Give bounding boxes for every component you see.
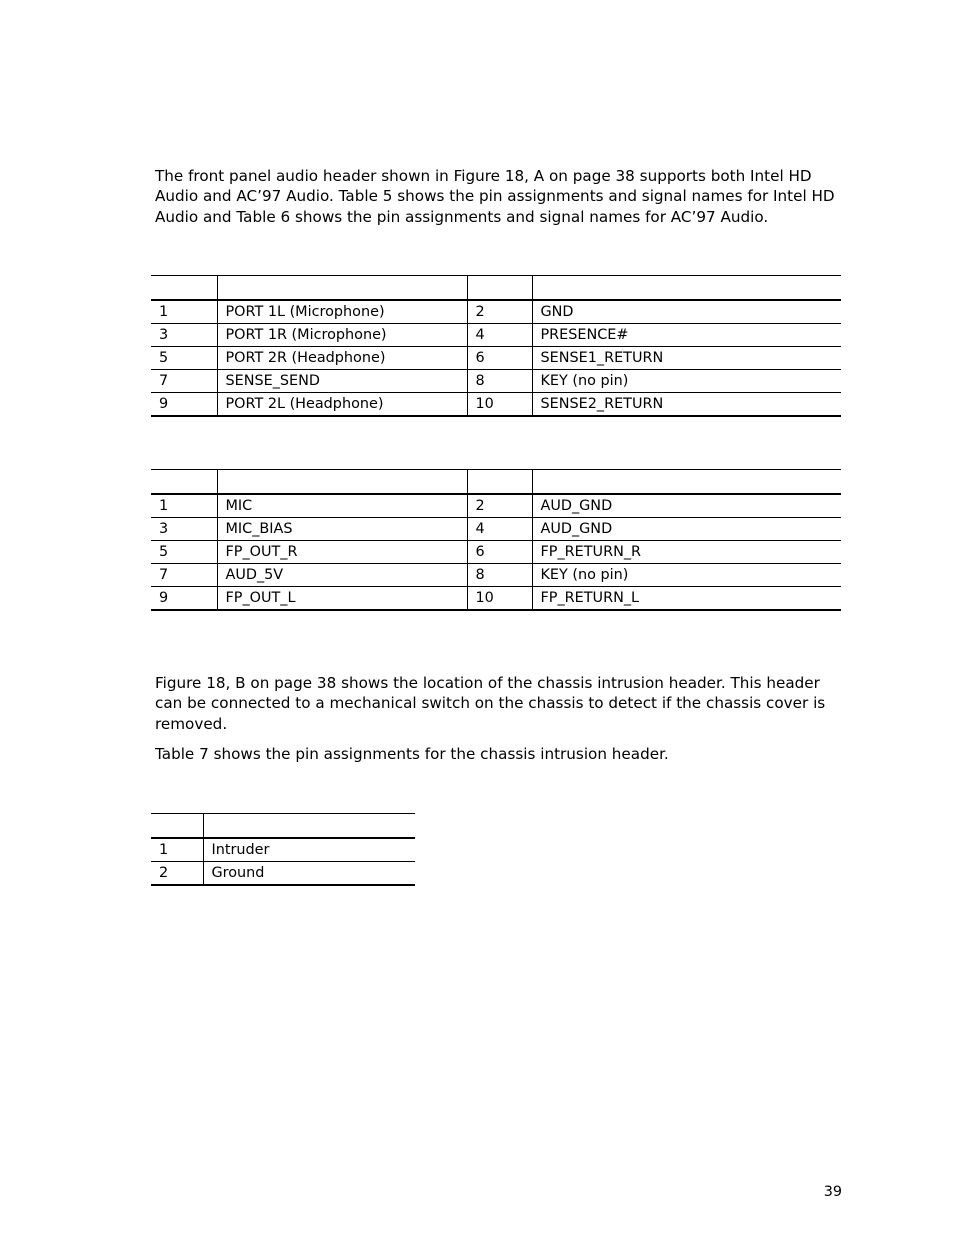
pin-number: 6 — [467, 347, 532, 370]
pin-number: 9 — [151, 587, 217, 611]
signal-name: AUD_GND — [532, 518, 841, 541]
signal-name: FP_RETURN_R — [532, 541, 841, 564]
signal-name: Intruder — [203, 838, 415, 862]
pin-number: 2 — [467, 300, 532, 324]
table-row — [151, 518, 841, 541]
pin-number: 7 — [151, 370, 217, 393]
signal-name: MIC — [217, 494, 467, 518]
signal-name: PORT 1R (Microphone) — [217, 324, 467, 347]
signal-name: FP_OUT_R — [217, 541, 467, 564]
chassis-intrusion-pin-table — [151, 813, 415, 886]
pin-number: 9 — [151, 393, 217, 417]
table-row — [151, 370, 841, 393]
table-row — [151, 862, 415, 886]
signal-name: AUD_5V — [217, 564, 467, 587]
signal-name: KEY (no pin) — [532, 564, 841, 587]
table-row — [151, 564, 841, 587]
signal-name: AUD_GND — [532, 494, 841, 518]
pin-number: 6 — [467, 541, 532, 564]
signal-name: PORT 1L (Microphone) — [217, 300, 467, 324]
table-row — [151, 347, 841, 370]
table-row — [151, 587, 841, 611]
table-row — [151, 393, 841, 417]
pin-number: 1 — [151, 300, 217, 324]
pin-number: 1 — [151, 838, 203, 862]
chassis-table-reference-paragraph: Table 7 shows the pin assignments for the chassis intrusion header. — [155, 745, 669, 763]
signal-name: MIC_BIAS — [217, 518, 467, 541]
pin-number: 7 — [151, 564, 217, 587]
signal-name: KEY (no pin) — [532, 370, 841, 393]
pin-number: 10 — [467, 393, 532, 417]
pin-number: 2 — [151, 862, 203, 886]
pin-number: 3 — [151, 518, 217, 541]
pin-number: 8 — [467, 370, 532, 393]
table-header-row — [151, 814, 415, 839]
signal-name: Ground — [203, 862, 415, 886]
pin-number: 3 — [151, 324, 217, 347]
pin-number: 5 — [151, 541, 217, 564]
signal-name: PORT 2R (Headphone) — [217, 347, 467, 370]
table-row — [151, 300, 841, 324]
signal-name: FP_RETURN_L — [532, 587, 841, 611]
ac97-audio-pin-table — [151, 469, 841, 611]
signal-name: PORT 2L (Headphone) — [217, 393, 467, 417]
pin-number: 10 — [467, 587, 532, 611]
signal-name: SENSE1_RETURN — [532, 347, 841, 370]
pin-number: 5 — [151, 347, 217, 370]
page-number: 39 — [823, 1184, 842, 1200]
table-row — [151, 494, 841, 518]
hd-audio-pin-table — [151, 275, 841, 417]
pin-number: 4 — [467, 518, 532, 541]
table-header-row — [151, 276, 841, 301]
pin-number: 8 — [467, 564, 532, 587]
intro-paragraph: The front panel audio header shown in Figure 18, A on page 38 supports both Intel HD Audio and AC’97 Audio. Table 5 shows the pin assignments and signal names for Intel HD Audio and Table 6 shows the pin assignments and signal names for AC’97 Audio. — [155, 167, 835, 226]
table-header-row — [151, 470, 841, 495]
table-row — [151, 838, 415, 862]
pin-number: 4 — [467, 324, 532, 347]
signal-name: SENSE_SEND — [217, 370, 467, 393]
signal-name: FP_OUT_L — [217, 587, 467, 611]
pin-number: 2 — [467, 494, 532, 518]
table-row — [151, 541, 841, 564]
signal-name: PRESENCE# — [532, 324, 841, 347]
chassis-intrusion-paragraph: Figure 18, B on page 38 shows the location of the chassis intrusion header. This header can be connected to a mechanical switch on the chassis to detect if the chassis cover is removed. — [155, 674, 826, 733]
pin-number: 1 — [151, 494, 217, 518]
signal-name: SENSE2_RETURN — [532, 393, 841, 417]
signal-name: GND — [532, 300, 841, 324]
table-row — [151, 324, 841, 347]
